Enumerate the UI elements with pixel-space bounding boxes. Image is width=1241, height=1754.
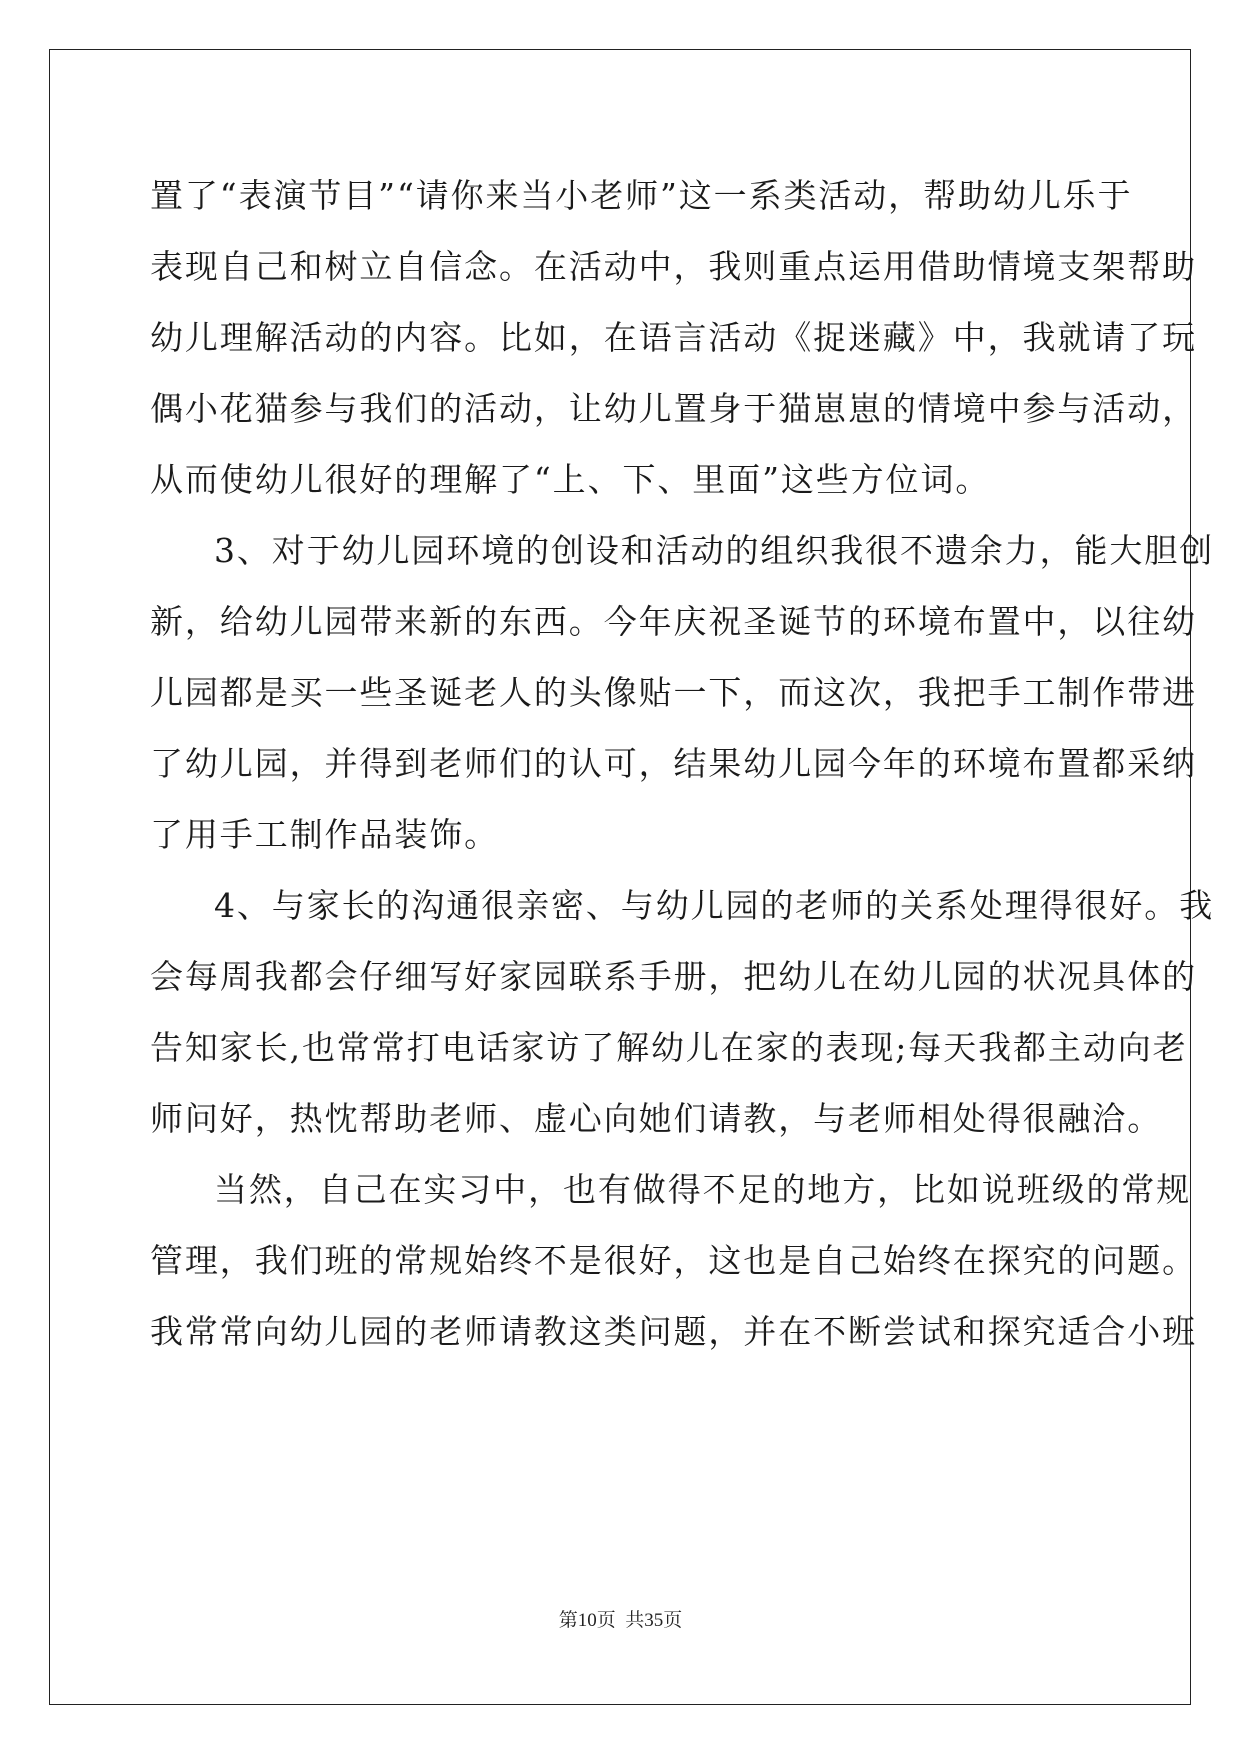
text-line: 了幼儿园，并得到老师们的认可，结果幼儿园今年的环境布置都采纳 — [150, 744, 1197, 783]
text-line: 偶小花猫参与我们的活动，让幼儿置身于猫崽崽的情境中参与活动， — [150, 389, 1197, 428]
paragraph-start-line: 3、对于幼儿园环境的创设和活动的组织我很不遗余力，能大胆创 — [214, 531, 1215, 570]
paragraph-start-line: 当然，自己在实习中，也有做得不足的地方，比如说班级的常规 — [214, 1170, 1192, 1209]
text-line: 置了“表演节目”“请你来当小老师”这一系类活动，帮助幼儿乐于 — [150, 176, 1133, 215]
text-line: 了用手工制作品装饰。 — [150, 815, 499, 854]
text-line: 会每周我都会仔细写好家园联系手册，把幼儿在幼儿园的状况具体的 — [150, 957, 1197, 996]
page-footer — [0, 1605, 1241, 1632]
text-line: 新，给幼儿园带来新的东西。今年庆祝圣诞节的环境布置中，以往幼 — [150, 602, 1197, 641]
text-line: 幼儿理解活动的内容。比如，在语言活动《捉迷藏》中，我就请了玩 — [150, 318, 1197, 357]
text-line: 管理，我们班的常规始终不是很好，这也是自己始终在探究的问题。 — [150, 1241, 1197, 1280]
page-number: 第10页 共35页 — [558, 1610, 683, 1631]
text-line: 表现自己和树立自信念。在活动中，我则重点运用借助情境支架帮助 — [150, 247, 1197, 286]
text-line: 儿园都是买一些圣诞老人的头像贴一下，而这次，我把手工制作带进 — [150, 673, 1197, 712]
paragraph-start-line: 4、与家长的沟通很亲密、与幼儿园的老师的关系处理得很好。我 — [214, 886, 1215, 925]
text-line: 告知家长,也常常打电话家访了解幼儿在家的表现;每天我都主动向老 — [150, 1028, 1188, 1067]
document-body — [150, 160, 1215, 1367]
text-line: 我常常向幼儿园的老师请教这类问题，并在不断尝试和探究适合小班 — [150, 1312, 1197, 1351]
text-line: 从而使幼儿很好的理解了“上、下、里面”这些方位词。 — [150, 460, 991, 499]
text-line: 师问好，热忱帮助老师、虚心向她们请教，与老师相处得很融洽。 — [150, 1099, 1163, 1138]
